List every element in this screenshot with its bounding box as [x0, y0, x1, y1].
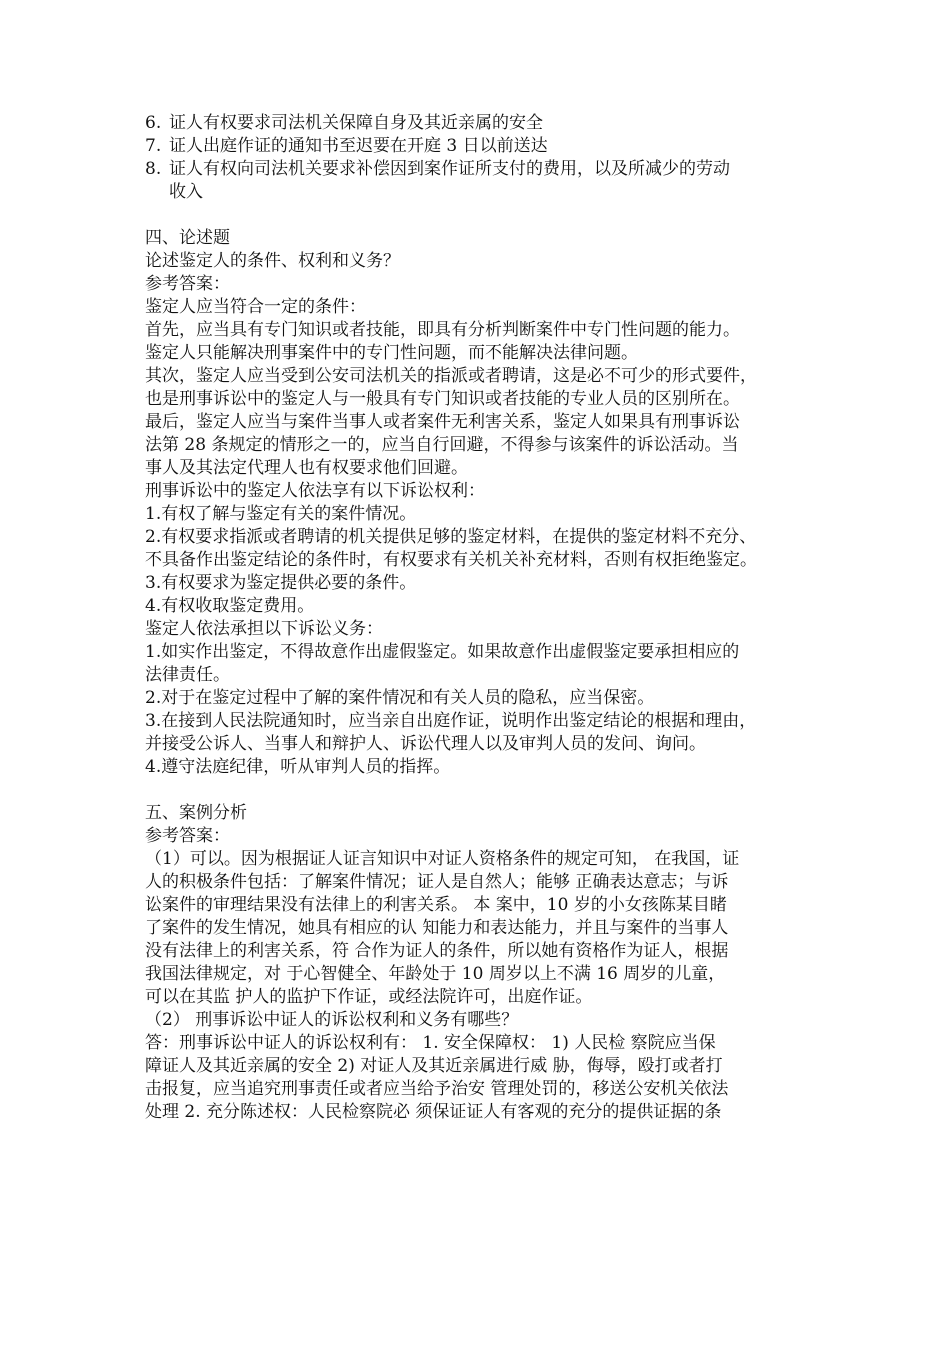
text-line: 答：刑事诉讼中证人的诉讼权利有： 1. 安全保障权： 1) 人民检 察院应当保	[145, 1033, 716, 1053]
answer-label: 参考答案：	[145, 826, 230, 846]
text-line: 3.有权要求为鉴定提供必要的条件。	[145, 573, 417, 593]
text-line: 鉴定人依法承担以下诉讼义务：	[145, 619, 383, 639]
text-line: 没有法律上的利害关系，符 合作为证人的条件，所以她有资格作为证人，根据	[145, 941, 729, 961]
text-line: 2.有权要求指派或者聘请的机关提供足够的鉴定材料，在提供的鉴定材料不充分、	[145, 527, 757, 547]
list-item	[145, 158, 825, 181]
text-line: 1.如实作出鉴定，不得故意作出虚假鉴定。如果故意作出虚假鉴定要承担相应的	[145, 642, 740, 662]
list-item-number: 7.	[145, 136, 162, 156]
text-line: 最后，鉴定人应当与案件当事人或者案件无利害关系，鉴定人如果具有刑事诉讼	[145, 412, 740, 432]
text-line: 事人及其法定代理人也有权要求他们回避。	[145, 458, 468, 478]
text-line: 讼案件的审理结果没有法律上的利害关系。 本 案中，10 岁的小女孩陈某目睹	[145, 895, 727, 915]
list-item-number: 8.	[145, 159, 162, 179]
question-text: 论述鉴定人的条件、权利和义务？	[145, 251, 400, 271]
list-item	[145, 112, 825, 135]
text-line: 4.有权收取鉴定费用。	[145, 596, 315, 616]
text-line: 法律责任。	[145, 665, 230, 685]
text-line: 1.有权了解与鉴定有关的案件情况。	[145, 504, 417, 524]
text-line: 2.对于在鉴定过程中了解的案件情况和有关人员的隐私，应当保密。	[145, 688, 655, 708]
text-line: 也是刑事诉讼中的鉴定人与一般具有专门知识或者技能的专业人员的区别所在。	[145, 389, 740, 409]
text-line: 首先，应当具有专门知识或者技能，即具有分析判断案件中专门性问题的能力。	[145, 320, 740, 340]
section-heading: 四、论述题	[145, 228, 230, 248]
text-line: 鉴定人应当符合一定的条件：	[145, 297, 366, 317]
list-item-text: 证人有权要求司法机关保障自身及其近亲属的安全	[169, 113, 543, 133]
text-line: 人的积极条件包括：了解案件情况；证人是自然人；能够 正确表达意志；与诉	[145, 872, 729, 892]
text-line: 不具备作出鉴定结论的条件时，有权要求有关机关补充材料，否则有权拒绝鉴定。	[145, 550, 757, 570]
text-line: 4.遵守法庭纪律，听从审判人员的指挥。	[145, 757, 451, 777]
text-line: 并接受公诉人、当事人和辩护人、诉讼代理人以及审判人员的发问、询问。	[145, 734, 706, 754]
text-line: 其次，鉴定人应当受到公安司法机关的指派或者聘请，这是必不可少的形式要件，	[145, 366, 757, 386]
text-line: 刑事诉讼中的鉴定人依法享有以下诉讼权利：	[145, 481, 485, 501]
section-heading: 五、案例分析	[145, 803, 247, 823]
document-page	[145, 112, 825, 1124]
list-item	[145, 135, 825, 158]
text-line: 鉴定人只能解决刑事案件中的专门性问题，而不能解决法律问题。	[145, 343, 638, 363]
section-spacer	[145, 779, 825, 802]
text-line: 障证人及其近亲属的安全 2) 对证人及其近亲属进行威 胁，侮辱，殴打或者打	[145, 1056, 723, 1076]
text-line: 处理 2. 充分陈述权：人民检察院必 须保证证人有客观的充分的提供证据的条	[145, 1102, 722, 1122]
text-line: （2） 刑事诉讼中证人的诉讼权利和义务有哪些？	[145, 1010, 519, 1030]
list-item-number: 6.	[145, 113, 162, 133]
text-line: 可以在其监 护人的监护下作证，或经法院许可，出庭作证。	[145, 987, 593, 1007]
text-line: 击报复，应当追究刑事责任或者应当给予治安 管理处罚的，移送公安机关依法	[145, 1079, 729, 1099]
list-item-text: 证人出庭作证的通知书至迟要在开庭 3 日以前送达	[169, 136, 548, 156]
answer-label: 参考答案：	[145, 274, 230, 294]
text-line: 3.在接到人民法院通知时，应当亲自出庭作证，说明作出鉴定结论的根据和理由，	[145, 711, 757, 731]
text-line: 我国法律规定，对 于心智健全、年龄处于 10 周岁以上不满 16 周岁的儿童，	[145, 964, 726, 984]
list-item-continuation: 收入	[169, 182, 203, 202]
text-line: 了案件的发生情况，她具有相应的认 知能力和表达能力，并且与案件的当事人	[145, 918, 729, 938]
case-analysis-body	[145, 848, 825, 1124]
essay-answer-body	[145, 296, 825, 779]
text-line: 法第 28 条规定的情形之一的，应当自行回避，不得参与该案件的诉讼活动。当	[145, 435, 739, 455]
section-spacer	[145, 204, 825, 227]
list-item-text: 证人有权向司法机关要求补偿因到案作证所支付的费用，以及所减少的劳动	[169, 159, 730, 179]
text-line: （1）可以。因为根据证人证言知识中对证人资格条件的规定可知， 在我国，证	[145, 849, 740, 869]
